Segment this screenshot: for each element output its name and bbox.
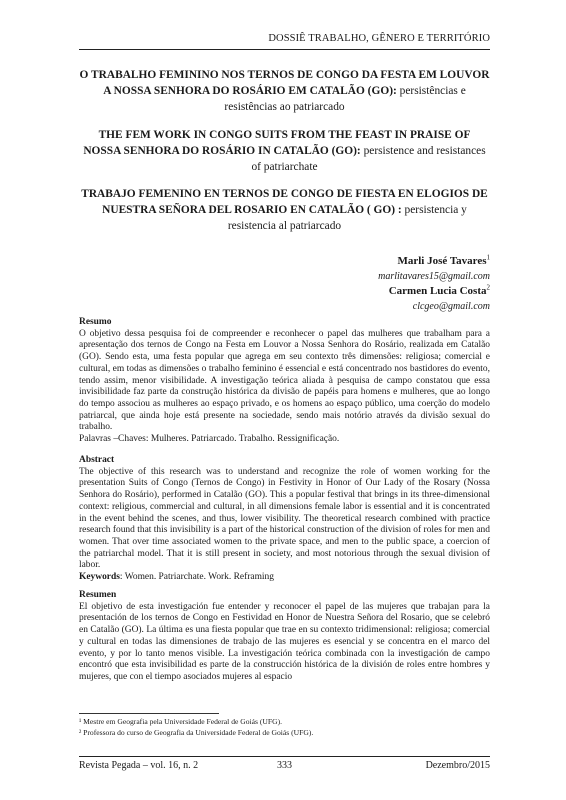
- resumen-text: El objetivo de esta investigación fue entender y reconocer el papel de las mujeres que trabajan para la presentación de los ternos de Congo en Festividad en Honor de Nuestra Señora del Rosario, que se celebró en Catalão (GO). La última es una fiesta popular que trae en su contexto tridimensional: religiosa; comercial y cultural en todas las dimensiones de trabajo de las mujeres es esencial y se concentra en el marco del evento, y por lo tanto menos visible. La investigación teórica combinada con la investigación de campo encontró que esta invisibilidad es parte de la construcción histórica de la división de roles entre hombres y mujeres, que con el tiempo asociados mujeres al espacio: [79, 601, 490, 682]
- author-1: [79, 254, 490, 269]
- title-spanish-subtitle: persistencia y resistencia al patriarcado: [227, 204, 467, 232]
- abstract-keywords-list: : Women. Patriarchate. Work. Reframing: [119, 572, 274, 583]
- header-rule: [79, 49, 490, 50]
- resumen-section: [79, 590, 490, 684]
- abstract-heading: Abstract: [79, 455, 115, 465]
- author-name: Carmen Lucia Costa: [388, 285, 487, 297]
- abstract-keywords: [79, 572, 490, 584]
- footnote-rule: [79, 713, 219, 714]
- author-email: marlitavares15@gmail.com: [378, 271, 490, 282]
- title-portuguese: [79, 67, 490, 115]
- resumo-heading: Resumo: [79, 317, 112, 327]
- author-footnote-marker: 2: [486, 283, 490, 292]
- abstract-text: The objective of this research was to understand and recognize the role of women working for the presentation Suits of Congo (Ternos de Congo) in Festivity in Honor of Our Lady of the Rosary (Nossa Senhora do Rosário), performed in Catalão (GO). This a popular festival that brings in its three-dimensional context: religious, commercial and cultural, in all dimensions female labor is essential and it is concentrated in the event behind the scenes, and thus, lower visibility. The theoretical research combined with practice research found that this invisibility is a part of the historical construction of the division of roles for men and women. That over time associated women to the private space, and men to the public space, a coercion of the patriarchal model. That it is still present in society, and most notorious through the sexual division of labor.: [79, 466, 490, 571]
- author-email: clcgeo@gmail.com: [412, 301, 490, 312]
- title-english-main: THE FEM WORK IN CONGO SUITS FROM THE FEAST IN PRAISE OF NOSSA SENHORA DO ROSÁRIO IN CATALÃO (GO):: [83, 129, 471, 157]
- running-header: DOSSIÊ TRABALHO, GÊNERO E TERRITÓRIO: [268, 33, 490, 44]
- footnotes: [79, 716, 490, 738]
- abstract-section: [79, 455, 490, 584]
- journal-info: Revista Pegada – vol. 16, n. 2: [79, 760, 199, 771]
- title-portuguese-main: O TRABALHO FEMININO NOS TERNOS DE CONGO DA FESTA EM LOUVOR A NOSSA SENHORA DO ROSÁRIO EM CATALÃO (GO):: [79, 69, 490, 97]
- footnote: ² Professora do curso de Geografia da Universidade Federal de Goiás (UFG).: [79, 728, 314, 737]
- footer-rule: [79, 756, 490, 757]
- author-footnote-marker: 1: [486, 253, 490, 262]
- resumen-heading: Resumen: [79, 590, 117, 600]
- page-number: 333: [277, 760, 292, 771]
- issue-date: Dezembro/2015: [425, 760, 490, 771]
- resumo-text: O objetivo dessa pesquisa foi de compreender e reconhecer o papel das mulheres que trabalham para a apresentação dos ternos de Congo na Festa em Louvor a Nossa Senhora do Rosário, realizada em Catalão (GO). Sendo esta, uma festa popular que agrega em seu contexto três dimensões: religiosa; comercial e cultural, em todas as dimensões o trabalho feminino é essencial e está concentrado nos bastidores do evento, tendo assim, menor visibilidade. A investigação teórica aliada à pesquisa de campo constatou que essa invisibilidade faz parte da construção histórica da divisão de papéis para homens e mulheres, que ao longo do tempo associou as mulheres ao espaço privado, e os homens ao espaço público, uma coerção do modelo patriarcal, que ainda hoje está presente na sociedade, sendo mais notório através da divisão sexual do trabalho.: [79, 328, 490, 433]
- author-2: [79, 284, 490, 299]
- title-english: [79, 127, 490, 175]
- abstract-keywords-label: Keywords: [79, 572, 120, 583]
- title-spanish-main: TRABAJO FEMENINO EN TERNOS DE CONGO DE FIESTA EN ELOGIOS DE NUESTRA SEÑORA DEL ROSARIO EN CATALÃO ( GO) :: [81, 188, 488, 216]
- resumo-section: [79, 317, 490, 446]
- footnote: ¹ Mestre em Geografia pela Universidade Federal de Goiás (UFG).: [79, 717, 283, 726]
- title-spanish: [79, 186, 490, 234]
- author-name: Marli José Tavares: [397, 255, 487, 267]
- resumo-keywords: Palavras –Chaves: Mulheres. Patriarcado. Trabalho. Ressignificação.: [79, 434, 340, 445]
- title-english-subtitle: persistence and resistances of patriarchate: [251, 145, 486, 173]
- title-portuguese-subtitle: persistências e resistências ao patriarcado: [224, 85, 466, 113]
- author-block: [79, 254, 490, 314]
